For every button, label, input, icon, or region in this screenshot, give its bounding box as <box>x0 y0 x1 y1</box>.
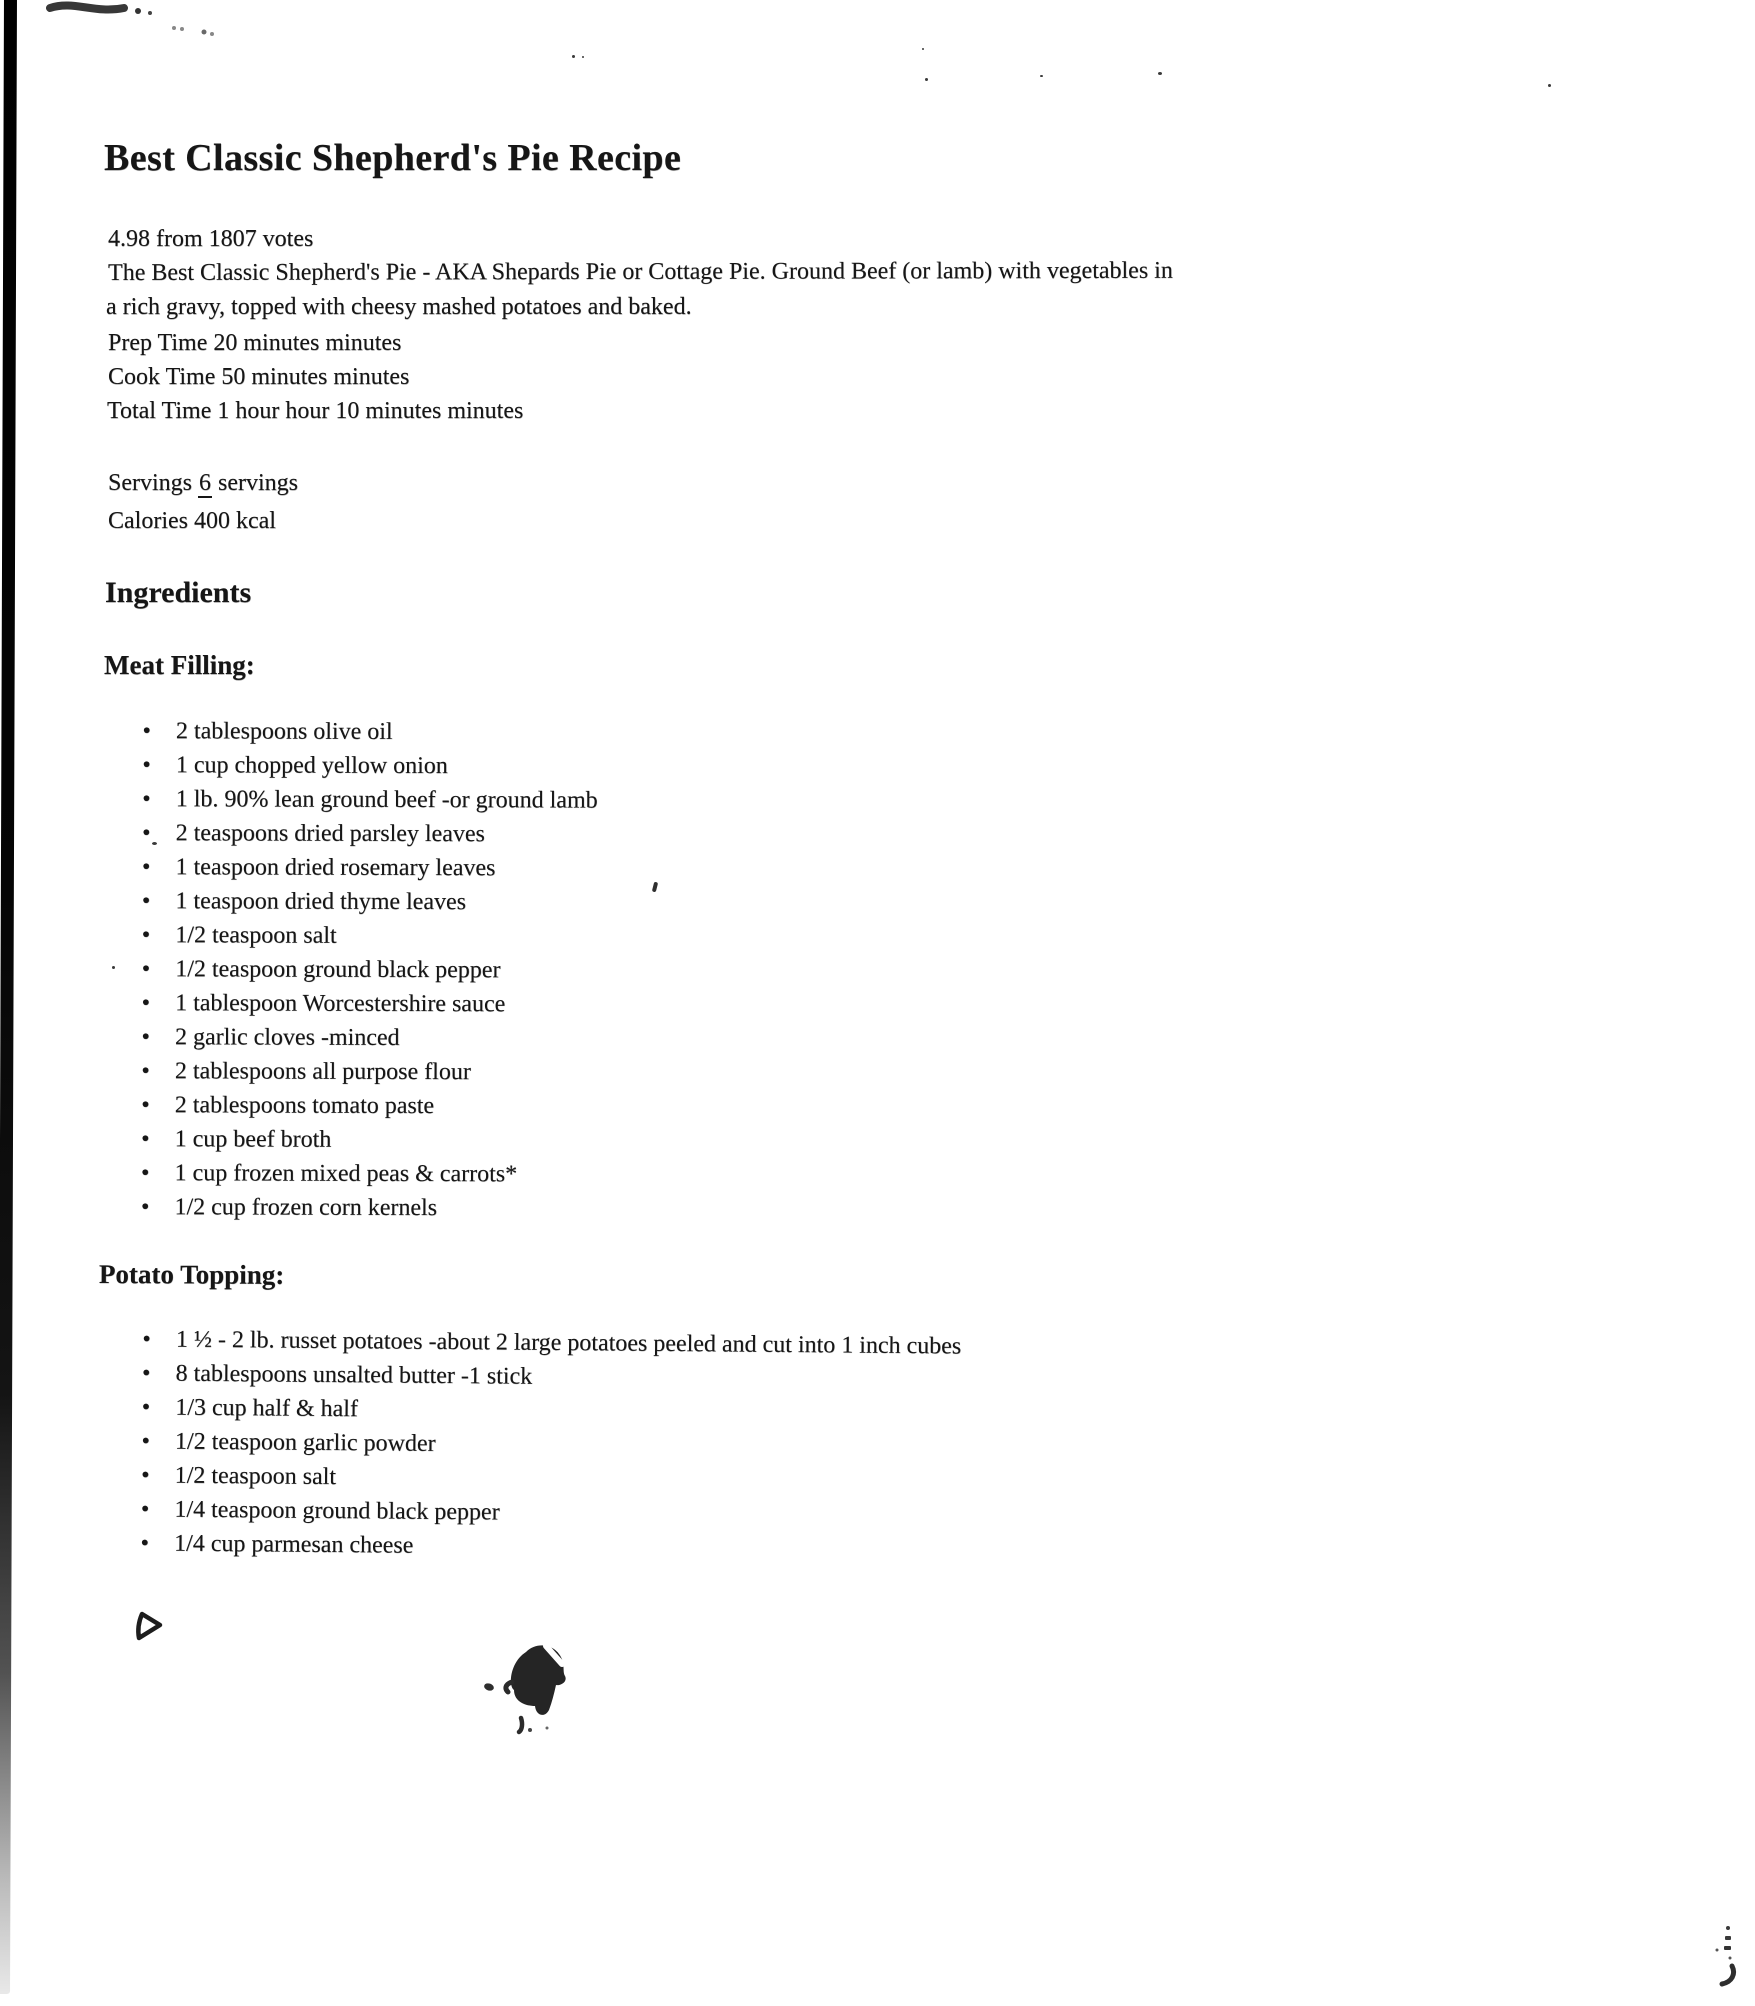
bullet-icon: • <box>141 1194 149 1219</box>
ingredient-text: 1/4 cup parmesan cheese <box>173 1530 414 1559</box>
bullet-icon: • <box>141 1428 150 1453</box>
potato-topping-list <box>102 1326 961 1571</box>
ingredient-text: 8 tablespoons unsalted butter -1 stick <box>175 1360 533 1390</box>
bullet-icon: • <box>142 888 150 913</box>
bullet-icon: • <box>141 1496 149 1521</box>
ingredient-item <box>104 820 598 856</box>
ingredient-text: 1 teaspoon dried rosemary leaves <box>175 854 496 882</box>
ingredient-text: 1 cup chopped yellow onion <box>175 752 448 780</box>
ingredient-item <box>102 1194 596 1230</box>
ingredient-text: 2 tablespoons tomato paste <box>174 1092 435 1120</box>
ingredient-text: 1 cup beef broth <box>174 1126 332 1153</box>
ingredient-text: 1/2 teaspoon garlic powder <box>174 1428 436 1457</box>
ingredient-item <box>103 956 597 992</box>
ingredient-text: 2 garlic cloves -minced <box>174 1024 400 1051</box>
ingredient-text: 1 tablespoon Worcestershire sauce <box>175 990 506 1018</box>
ingredient-text: 1/2 teaspoon salt <box>175 922 337 949</box>
bullet-icon: • <box>142 718 151 743</box>
scan-speck <box>922 48 924 50</box>
bullet-icon: • <box>141 1092 150 1117</box>
page-title: Best Classic Shepherd's Pie Recipe <box>104 137 682 179</box>
bullet-icon: • <box>141 1160 149 1185</box>
bullet-icon: • <box>142 922 150 947</box>
ingredient-item <box>103 1058 597 1094</box>
description-line-1: The Best Classic Shepherd's Pie - AKA Shepards Pie or Cottage Pie. Ground Beef (or lamb) with vegetables in <box>108 257 1173 286</box>
ingredient-item <box>103 1024 597 1060</box>
servings-label: Servings <box>108 470 192 496</box>
scan-corner-artifact <box>1708 1920 1748 2000</box>
scan-speck <box>572 55 575 58</box>
bullet-icon: • <box>141 1024 150 1049</box>
bullet-icon: • <box>142 990 150 1015</box>
servings-value: 6 <box>199 470 211 496</box>
bullet-icon: • <box>141 1058 150 1083</box>
ingredient-text: 2 teaspoons dried parsley leaves <box>175 820 485 848</box>
scan-speck <box>1040 75 1043 77</box>
calories-line: Calories 400 kcal <box>108 508 276 534</box>
ingredient-text: 1 cup frozen mixed peas & carrots* <box>174 1160 518 1188</box>
ingredient-item <box>103 1126 597 1162</box>
bullet-icon: • <box>142 820 151 845</box>
ingredient-text: 1 teaspoon dried thyme leaves <box>175 888 467 916</box>
ingredient-text: 1 lb. 90% lean ground beef -or ground lamb <box>175 786 598 814</box>
potato-topping-heading: Potato Topping: <box>98 1259 285 1290</box>
bullet-icon: • <box>141 1530 149 1555</box>
ingredient-item <box>104 752 598 788</box>
rating-text: 4.98 from 1807 votes <box>108 226 314 252</box>
ingredient-item <box>102 1530 960 1571</box>
total-time-line: Total Time 1 hour hour 10 minutes minutes <box>107 398 524 424</box>
servings-suffix: servings <box>218 470 298 496</box>
ingredient-item <box>103 854 597 890</box>
scan-speck <box>582 56 584 58</box>
ingredient-item <box>103 1092 597 1128</box>
servings-line <box>108 470 298 497</box>
bullet-icon: • <box>142 752 151 777</box>
cook-time-line: Cook Time 50 minutes minutes <box>108 364 410 390</box>
ingredient-text: 1/2 teaspoon salt <box>174 1462 337 1491</box>
bullet-icon: • <box>141 1126 150 1151</box>
ingredient-item <box>103 888 597 924</box>
ingredient-text: 1/2 teaspoon ground black pepper <box>175 956 501 984</box>
bullet-icon: • <box>142 854 150 879</box>
description-line-2: a rich gravy, topped with cheesy mashed potatoes and baked. <box>106 294 692 320</box>
scan-edge-artifact <box>0 0 17 1994</box>
scan-speck <box>925 78 928 81</box>
ingredient-text: 1 ½ - 2 lb. russet potatoes -about 2 large potatoes peeled and cut into 1 inch cubes <box>175 1326 962 1360</box>
scan-speck <box>1158 72 1162 75</box>
ingredient-text: 1/4 teaspoon ground black pepper <box>174 1496 500 1526</box>
ingredient-item <box>103 990 597 1026</box>
ingredients-heading: Ingredients <box>105 576 252 609</box>
meat-filling-list <box>102 718 597 1230</box>
meat-filling-heading: Meat Filling: <box>104 650 255 680</box>
bullet-icon: • <box>141 1462 150 1487</box>
ingredient-text: 2 tablespoons all purpose flour <box>174 1058 471 1086</box>
ink-blot-artifact <box>448 1638 578 1748</box>
triangle-mark-artifact <box>133 1610 169 1648</box>
ingredient-text: 1/3 cup half & half <box>175 1394 359 1423</box>
bullet-icon: • <box>142 1394 150 1419</box>
ingredient-text: 2 tablespoons olive oil <box>175 718 393 745</box>
scan-smudge-artifact <box>46 0 256 38</box>
scan-speck <box>652 882 658 893</box>
bullet-icon: • <box>142 786 151 811</box>
scan-speck <box>1548 84 1551 87</box>
ingredient-item <box>104 786 598 822</box>
bullet-icon: • <box>142 1326 151 1351</box>
ingredient-item <box>103 1160 597 1196</box>
prep-time-line: Prep Time 20 minutes minutes <box>108 330 402 356</box>
bullet-icon: • <box>142 956 150 981</box>
ingredient-item <box>103 922 597 958</box>
ingredient-text: 1/2 cup frozen corn kernels <box>174 1194 438 1222</box>
bullet-icon: • <box>142 1360 151 1385</box>
ingredient-item <box>104 718 598 754</box>
